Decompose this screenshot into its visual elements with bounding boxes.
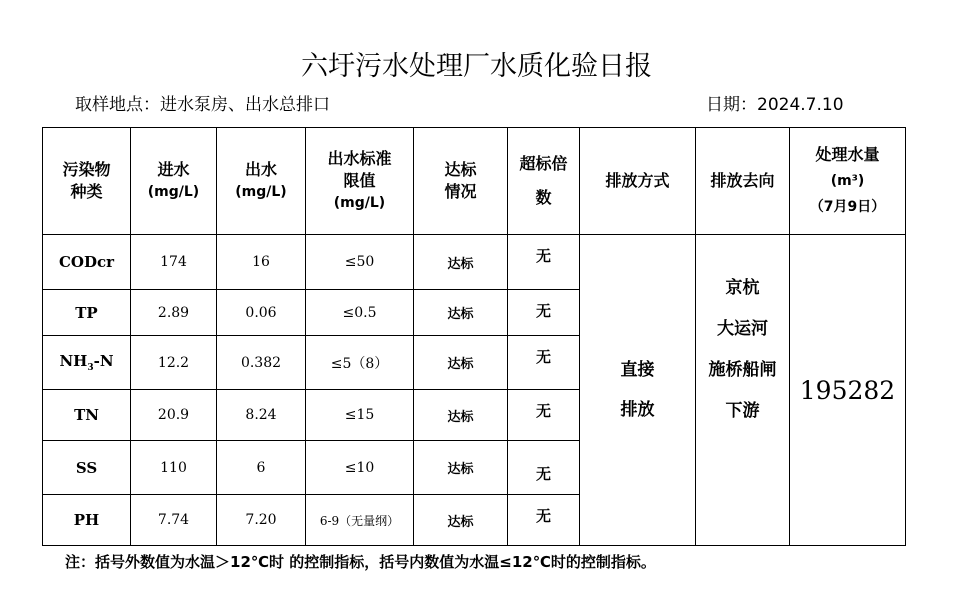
outflow-value: 7.20 (217, 495, 306, 546)
limit-value: ≤15 (306, 390, 414, 441)
exceed-value: 无 (508, 390, 580, 441)
inflow-value: 20.9 (131, 390, 217, 441)
footnote: 注：括号外数值为水温＞12℃时 的控制指标，括号内数值为水温≤12℃时的控制指标。 (65, 553, 656, 571)
exceed-value: 无 (508, 495, 580, 546)
outflow-value: 8.24 (217, 390, 306, 441)
pollutant-name: SS (43, 441, 131, 495)
report-date: 日期：2024.7.10 (706, 95, 844, 115)
status-value: 达标 (414, 495, 508, 546)
pollutant-name: TN (43, 390, 131, 441)
status-value: 达标 (414, 441, 508, 495)
sampling-location: 取样地点：进水泵房、出水总排口 (75, 95, 330, 115)
header-limit: 出水标准 限值 (mg/L) (306, 128, 414, 235)
header-discharge-dest: 排放去向 (696, 128, 790, 235)
pollutant-name: CODcr (43, 235, 131, 290)
status-value: 达标 (414, 290, 508, 336)
limit-value: ≤5（8） (306, 336, 414, 390)
exceed-value: 无 (508, 441, 580, 495)
limit-value: ≤0.5 (306, 290, 414, 336)
limit-value: ≤50 (306, 235, 414, 290)
header-row (43, 128, 906, 235)
status-value: 达标 (414, 235, 508, 290)
outflow-value: 0.382 (217, 336, 306, 390)
inflow-value: 12.2 (131, 336, 217, 390)
pollutant-name: $NH_3-N$ (43, 336, 131, 390)
water-quality-table (42, 127, 906, 546)
inflow-value: 110 (131, 441, 217, 495)
outflow-value: 6 (217, 441, 306, 495)
status-value: 达标 (414, 336, 508, 390)
header-outflow: 出水 (mg/L) (217, 128, 306, 235)
header-status: 达标 情况 (414, 128, 508, 235)
outflow-value: 0.06 (217, 290, 306, 336)
header-exceed: 超标倍 数 (508, 128, 580, 235)
volume-cell: 195282 (790, 235, 906, 546)
header-pollutant: 污染物 种类 (43, 128, 131, 235)
outflow-value: 16 (217, 235, 306, 290)
table-row (43, 235, 906, 290)
pollutant-name: PH (43, 495, 131, 546)
report-title: 六圩污水处理厂水质化验日报 (301, 51, 652, 82)
pollutant-name: TP (43, 290, 131, 336)
discharge-dest-cell: 京杭 大运河 施桥船闸 下游 (696, 235, 790, 546)
limit-value: ≤10 (306, 441, 414, 495)
header-inflow: 进水 (mg/L) (131, 128, 217, 235)
exceed-value: 无 (508, 235, 580, 290)
inflow-value: 7.74 (131, 495, 217, 546)
inflow-value: 174 (131, 235, 217, 290)
exceed-value: 无 (508, 290, 580, 336)
status-value: 达标 (414, 390, 508, 441)
inflow-value: 2.89 (131, 290, 217, 336)
header-volume: 处理水量 (m³) （7月9日） (790, 128, 906, 235)
exceed-value: 无 (508, 336, 580, 390)
discharge-method-cell: 直接 排放 (580, 235, 696, 546)
header-discharge-method: 排放方式 (580, 128, 696, 235)
limit-value: 6-9（无量纲） (306, 495, 414, 546)
